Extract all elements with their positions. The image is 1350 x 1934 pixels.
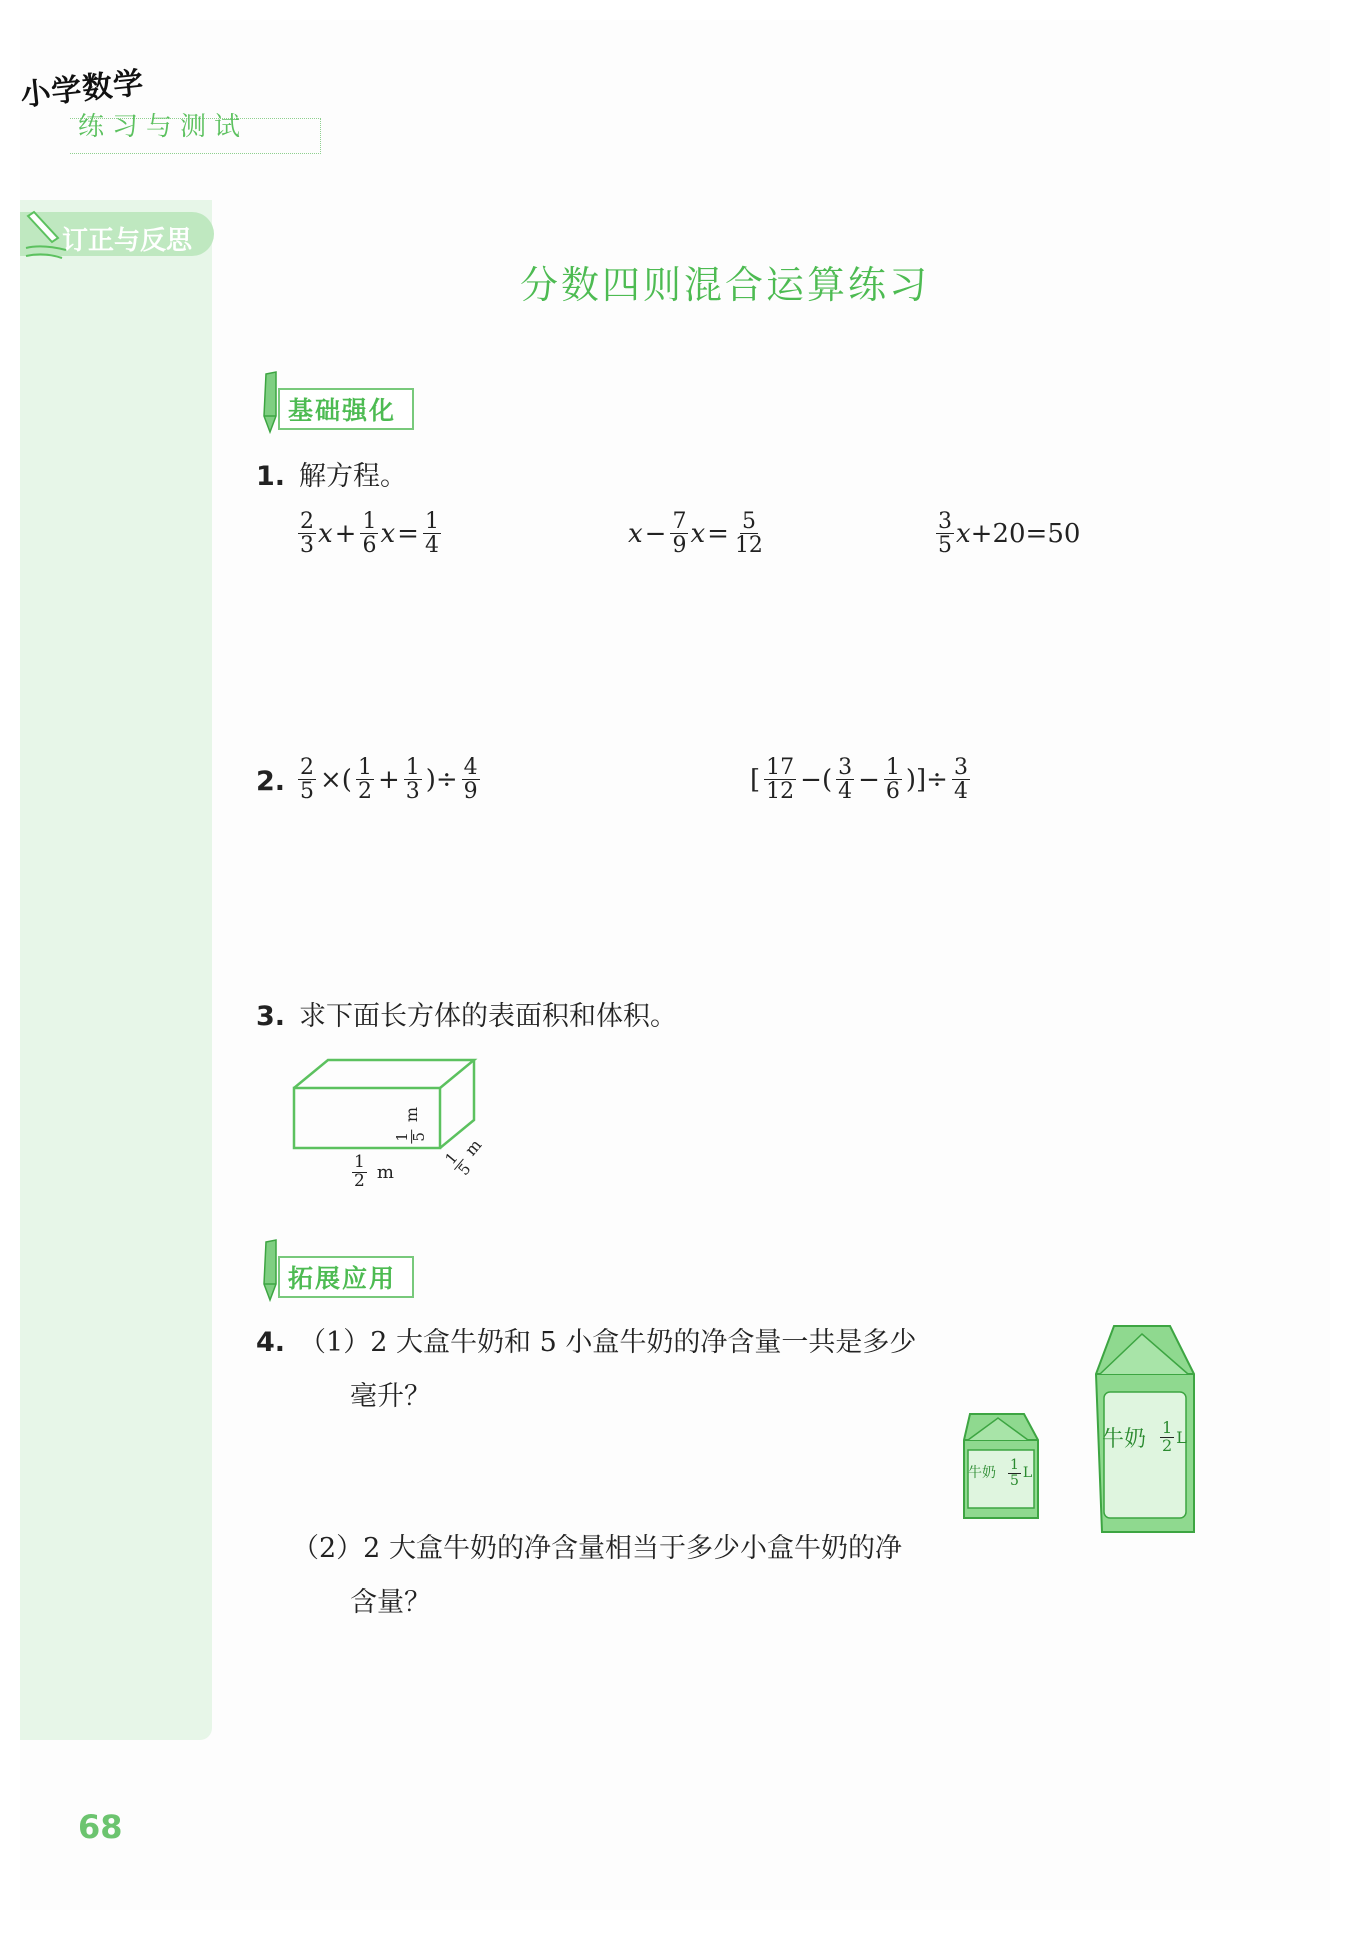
section-label: 拓展应用 bbox=[288, 1264, 397, 1293]
equation-1: $\frac{2}{3}$ x + $\frac{1}{6}$ x = $\frac{1}{4}$ bbox=[300, 509, 439, 559]
fraction: $\frac{5}{12}$ bbox=[734, 509, 763, 559]
brand-title: 小学数学 bbox=[18, 65, 146, 114]
expression-2: [ $\frac{17}{12}$ −( $\frac{3}{4}$ − $\frac{1}{6}$ )]÷ $\frac{3}{4}$ bbox=[750, 755, 968, 805]
question-1 bbox=[256, 454, 407, 493]
page-title: 分数四则混合运算练习 bbox=[520, 263, 931, 307]
variable: x bbox=[956, 518, 971, 549]
question-text: 求下面长方体的表面积和体积。 bbox=[299, 1001, 678, 1032]
fraction: $\frac{1}{6}$ bbox=[362, 509, 377, 559]
equation-rest: +20=50 bbox=[970, 518, 1081, 549]
question-3 bbox=[256, 994, 677, 1033]
small-carton-volume: $\frac{1}{5}$ L bbox=[1010, 1457, 1033, 1489]
equation-3 bbox=[934, 510, 1080, 557]
height-label: 1 5 m bbox=[393, 1106, 428, 1142]
question-4-part-1-cont: 毫升？ bbox=[350, 1381, 431, 1412]
question-4-part-1 bbox=[256, 1320, 916, 1359]
fraction: $\frac{4}{9}$ bbox=[463, 755, 478, 805]
sidebar-tab-label: 订正与反思 bbox=[62, 226, 193, 256]
variable: x bbox=[690, 518, 706, 549]
fraction: $\frac{17}{12}$ bbox=[766, 755, 795, 805]
fraction: $\frac{7}{9}$ bbox=[672, 509, 687, 559]
large-carton-label: 牛奶 bbox=[1102, 1427, 1147, 1452]
expression-1: $\frac{2}{5}$ ×( $\frac{1}{2}$ + $\frac{1}{3}$ )÷ $\frac{4}{9}$ bbox=[300, 755, 478, 805]
width-label: 1 5 m bbox=[441, 1135, 486, 1179]
section-label: 基础强化 bbox=[288, 396, 397, 425]
brand-subtitle: 练习与测试 bbox=[78, 112, 249, 142]
fraction: $\frac{2}{3}$ bbox=[300, 509, 314, 559]
section-header-extended bbox=[258, 1256, 458, 1296]
fraction: $\frac{3}{5}$ bbox=[938, 509, 952, 559]
fraction: $\frac{3}{4}$ bbox=[953, 755, 968, 805]
equation-2: x − $\frac{7}{9}$ x = $\frac{5}{12}$ bbox=[628, 509, 763, 559]
fraction: $\frac{1}{2}$ bbox=[357, 755, 372, 805]
question-text: （1）2 大盒牛奶和 5 小盒牛奶的净含量一共是多少 bbox=[299, 1327, 917, 1358]
question-4-part-2: （2）2 大盒牛奶的净含量相当于多少小盒牛奶的净 bbox=[292, 1533, 902, 1564]
question-number: 3. bbox=[256, 1001, 286, 1032]
sidebar-panel bbox=[20, 200, 212, 1740]
variable: x bbox=[628, 518, 643, 549]
small-carton-label: 牛奶 bbox=[968, 1465, 996, 1481]
question-number: 1. bbox=[256, 461, 286, 492]
question-number: 2. bbox=[256, 766, 286, 797]
page-number: 68 bbox=[78, 1808, 123, 1846]
fraction: $\frac{3}{4}$ bbox=[838, 755, 853, 805]
fraction: $\frac{1}{4}$ bbox=[424, 509, 439, 559]
question-number: 4. bbox=[256, 1327, 286, 1358]
question-2-number bbox=[256, 766, 299, 797]
length-label: $\frac{1}{2}$ m bbox=[354, 1152, 394, 1191]
variable: x bbox=[380, 518, 396, 549]
large-carton-volume: $\frac{1}{2}$ L bbox=[1162, 1418, 1187, 1455]
fraction: $\frac{2}{5}$ bbox=[300, 755, 314, 805]
fraction: $\frac{1}{3}$ bbox=[405, 755, 420, 805]
question-4-part-2-cont: 含量？ bbox=[350, 1587, 431, 1618]
fraction: $\frac{1}{6}$ bbox=[885, 755, 900, 805]
variable: x bbox=[318, 518, 333, 549]
question-text: 解方程。 bbox=[299, 461, 408, 492]
section-header-basic bbox=[258, 388, 458, 428]
